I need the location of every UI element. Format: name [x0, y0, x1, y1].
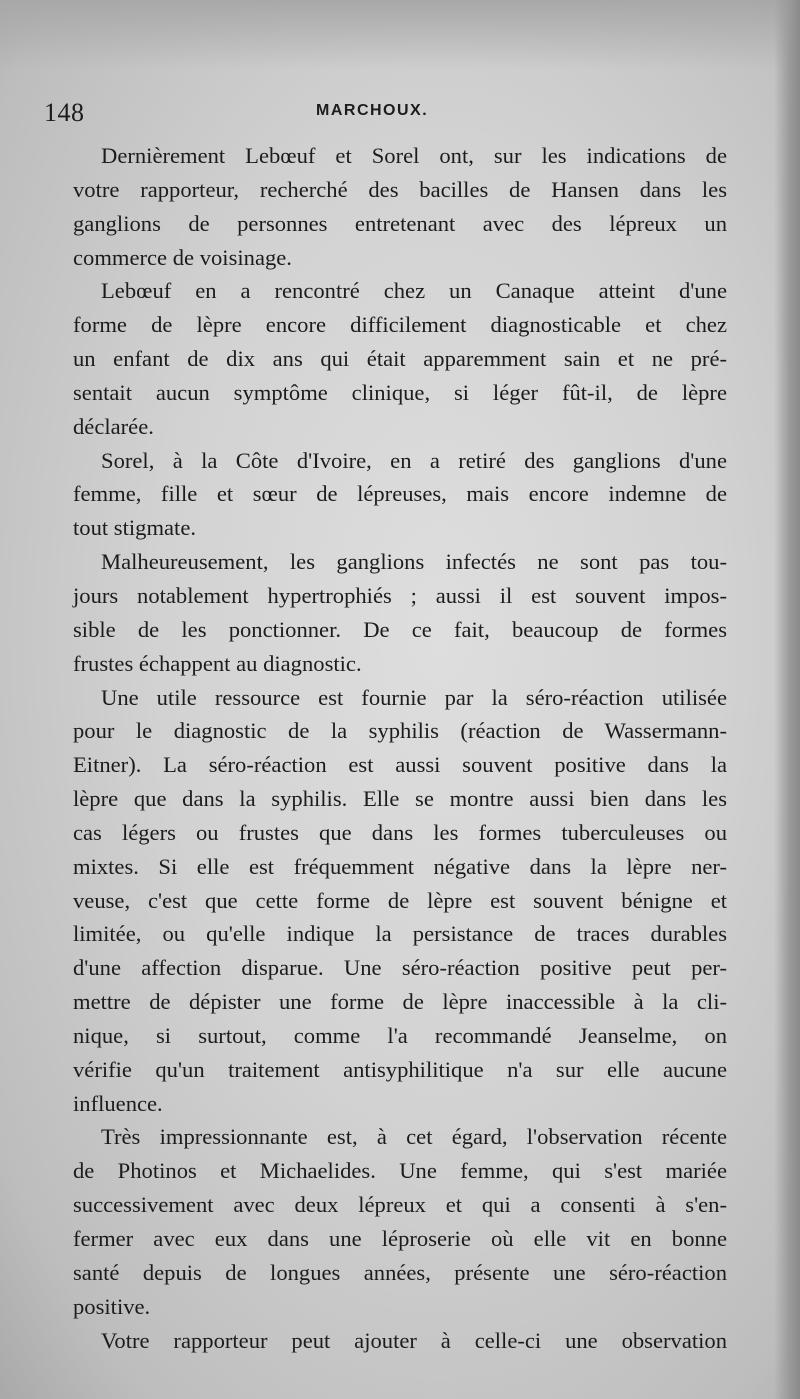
text-line: Sorel, à la Côte d'Ivoire, en a retiré des ganglions d'une	[101, 447, 727, 473]
text-line: d'une affection disparue. Une séro-réaction positive peut per-	[73, 955, 727, 981]
paragraph	[45, 444, 727, 546]
page-number: 148	[44, 98, 85, 127]
text-line: mettre de dépister une forme de lèpre inaccessible à la cli-	[73, 989, 727, 1015]
text-line: tout stigmate.	[73, 515, 196, 541]
text-line: jours notablement hypertrophiés ; aussi il est souvent impos-	[73, 582, 727, 608]
text-line: commerce de voisinage.	[73, 244, 292, 270]
text-line: lèpre que dans la syphilis. Elle se montre aussi bien dans les	[73, 786, 727, 812]
text-line: Très impressionnante est, à cet égard, l'observation récente	[101, 1124, 727, 1150]
text-line: pour le diagnostic de la syphilis (réaction de Wassermann-	[73, 718, 727, 744]
text-line: successivement avec deux lépreux et qui a consenti à s'en-	[73, 1192, 727, 1218]
text-line: sible de les ponctionner. De ce fait, beaucoup de formes	[73, 616, 727, 642]
text-line: veuse, c'est que cette forme de lèpre est souvent bénigne et	[73, 887, 727, 913]
paragraph	[45, 681, 727, 1121]
text-line: nique, si surtout, comme l'a recommandé Jeanselme, on	[73, 1022, 727, 1048]
text-line: Lebœuf en a rencontré chez un Canaque atteint d'une	[101, 278, 727, 304]
paragraph	[45, 1120, 727, 1323]
text-line: influence.	[73, 1090, 163, 1116]
paragraph	[45, 1324, 727, 1358]
text-line: de Photinos et Michaelides. Une femme, qui s'est mariée	[73, 1158, 727, 1184]
text-line: positive.	[73, 1293, 151, 1319]
paragraph	[45, 545, 727, 680]
text-line: Malheureusement, les ganglions infectés ne sont pas tou-	[101, 549, 727, 575]
paragraph	[45, 274, 727, 443]
text-line: forme de lèpre encore difficilement diagnosticable et chez	[73, 312, 727, 338]
text-line: Dernièrement Lebœuf et Sorel ont, sur les indications de	[101, 143, 727, 168]
text-line: fermer avec eux dans une léproserie où elle vit en bonne	[73, 1226, 727, 1251]
text-line: un enfant de dix ans qui était apparemment sain et ne pré-	[73, 346, 727, 372]
text-line: sentait aucun symptôme clinique, si léger fût-il, de lèpre	[73, 379, 727, 405]
paragraph	[45, 139, 727, 274]
text-line: cas légers ou frustes que dans les formes tuberculeuses ou	[73, 819, 727, 845]
text-line: Eitner). La séro-réaction est aussi souvent positive dans la	[73, 752, 727, 778]
page-header	[44, 98, 724, 130]
text-line: femme, fille et sœur de lépreuses, mais encore indemne de	[73, 481, 727, 507]
text-line: Une utile ressource est fournie par la séro-réaction utilisée	[101, 684, 727, 710]
body-text	[45, 139, 727, 1357]
text-line: limitée, ou qu'elle indique la persistance de traces durables	[73, 921, 727, 947]
text-line: ganglions de personnes entretenant avec des lépreux un	[73, 210, 727, 236]
text-line: vérifie qu'un traitement antisyphilitique n'a sur elle aucune	[73, 1056, 727, 1082]
page-shadow-top	[0, 0, 800, 70]
text-line: mixtes. Si elle est fréquemment négative dans la lèpre ner-	[73, 853, 727, 879]
text-line: Votre rapporteur peut ajouter à celle-ci une observation	[101, 1327, 727, 1353]
page-shadow-right	[774, 0, 800, 1399]
text-line: votre rapporteur, recherché des bacilles de Hansen dans les	[73, 176, 727, 202]
text-line: santé depuis de longues années, présente une séro-réaction	[73, 1259, 727, 1285]
running-head: MARCHOUX.	[316, 102, 429, 119]
text-line: déclarée.	[73, 413, 154, 439]
text-line: frustes échappent au diagnostic.	[73, 650, 362, 676]
